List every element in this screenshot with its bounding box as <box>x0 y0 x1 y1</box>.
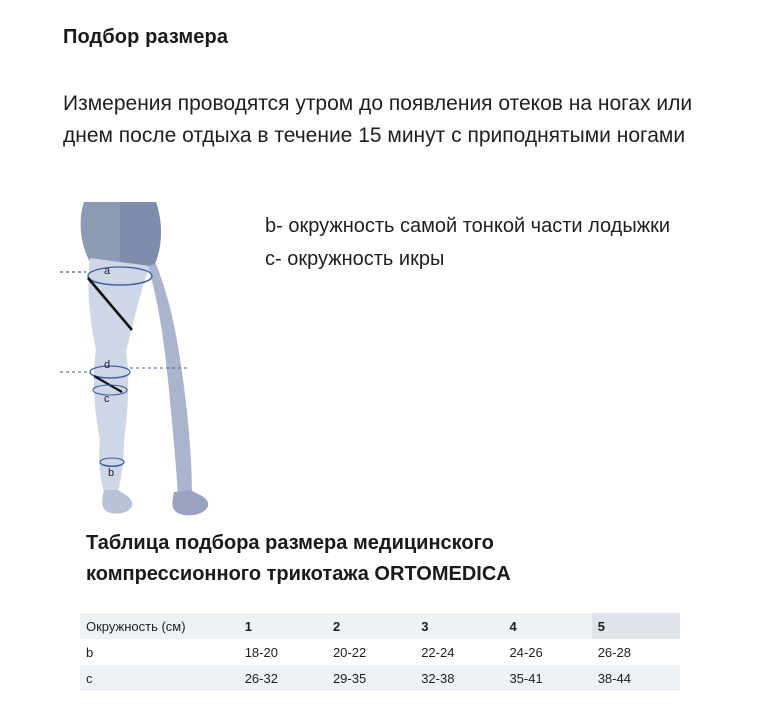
svg-text:d: d <box>104 359 111 371</box>
table-row <box>80 639 680 665</box>
table-header-row <box>80 613 680 639</box>
row-c-value-2: 29-35 <box>332 670 367 686</box>
table-heading-line2: компрессионного трикотажа ORTOMEDICA <box>86 563 511 585</box>
table-heading <box>86 528 706 590</box>
row-c-value-5: 38-44 <box>597 670 631 686</box>
table-header-label: Окружность (см) <box>86 618 186 634</box>
table-header-size-2: 2 <box>332 618 341 634</box>
row-c-value-1: 26-32 <box>244 670 278 686</box>
legend-item-c: c- окружность икры <box>265 248 445 270</box>
svg-text:b: b <box>108 467 115 479</box>
row-c-label: c <box>86 670 93 686</box>
row-b-value-2: 20-22 <box>332 644 367 660</box>
row-b-value-1: 18-20 <box>244 644 278 660</box>
table-header-size-3: 3 <box>421 618 429 634</box>
page-title: Подбор размера <box>63 26 229 48</box>
leg-illustration-svg <box>60 200 250 520</box>
svg-text:a: a <box>104 265 111 277</box>
table-header-size-1: 1 <box>244 618 252 634</box>
row-b-value-4: 24-26 <box>509 644 543 660</box>
legend-item-b: b- окружность самой тонкой части лодыжки <box>265 215 671 237</box>
table-heading-line1: Таблица подбора размера медицинского <box>86 532 494 554</box>
row-c-value-3: 32-38 <box>421 670 455 686</box>
size-table <box>80 613 680 691</box>
table-header-size-4: 4 <box>509 618 517 634</box>
row-c-value-4: 35-41 <box>509 670 543 686</box>
row-b-label: b <box>86 644 94 660</box>
row-b-value-5: 26-28 <box>597 644 631 660</box>
row-b-value-3: 22-24 <box>421 644 455 660</box>
leg-illustration <box>60 200 250 520</box>
intro-paragraph: Измерения проводятся утром до появления отеков на ногах или днем после отдыха в течение 15 минут с приподнятыми ногами <box>63 92 693 147</box>
svg-text:c: c <box>104 393 110 405</box>
table-row <box>80 665 680 691</box>
measurement-legend <box>265 210 735 276</box>
table-header-size-5: 5 <box>592 613 680 639</box>
